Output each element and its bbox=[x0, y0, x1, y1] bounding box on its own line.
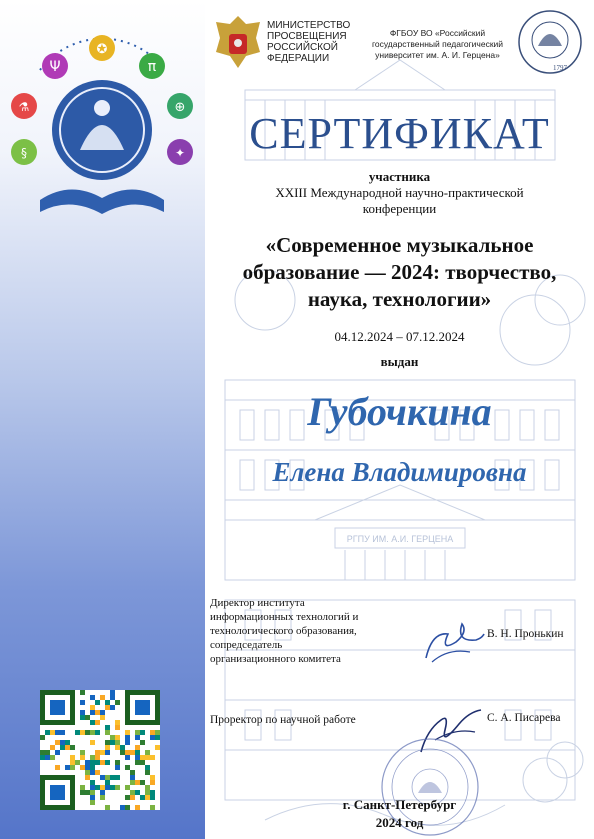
footer-year: 2024 год bbox=[375, 815, 424, 830]
signatory-name-1: В. Н. Пронькин bbox=[487, 628, 564, 640]
signatory-position-2 bbox=[210, 713, 356, 727]
svg-text:⊕: ⊕ bbox=[174, 100, 186, 115]
ministry-line: ПРОСВЕЩЕНИЯ bbox=[267, 31, 347, 42]
university-name bbox=[360, 28, 515, 61]
flask-icon bbox=[11, 93, 37, 119]
university-seal-icon bbox=[516, 8, 584, 76]
position-line: сопредседатель bbox=[210, 639, 283, 651]
university-line: университет им. А. И. Герцена» bbox=[375, 50, 500, 60]
university-line: государственный педагогический bbox=[371, 39, 504, 49]
signatory-name-2: С. А. Писарева bbox=[487, 712, 561, 724]
conference-line: конференции bbox=[362, 201, 437, 216]
ministry-line: РОССИЙСКОЙ bbox=[267, 42, 338, 53]
svg-text:Ψ: Ψ bbox=[49, 59, 61, 75]
position-line: технологического образования, bbox=[210, 625, 357, 637]
position-line: Директор института bbox=[210, 597, 305, 609]
svg-text:✦: ✦ bbox=[174, 146, 186, 160]
svg-text:§: § bbox=[21, 146, 27, 160]
conference-line: XXIII Международной научно-практической bbox=[275, 185, 524, 200]
svg-text:✪: ✪ bbox=[96, 42, 108, 57]
pi-icon bbox=[139, 53, 165, 79]
building-sign: РГПУ ИМ. А.И. ГЕРЦЕНА bbox=[346, 534, 454, 544]
globe-icon bbox=[167, 93, 193, 119]
ministry-name bbox=[267, 20, 350, 64]
recipient-surname: Губочкина bbox=[307, 389, 492, 434]
position-line: Проректор по научной работе bbox=[210, 714, 356, 726]
dna-icon bbox=[11, 139, 37, 165]
issued-label: выдан bbox=[380, 354, 419, 369]
recipient-given-names: Елена Владимировна bbox=[272, 457, 527, 487]
footer-city: г. Санкт-Петербург bbox=[342, 797, 457, 812]
ministry-line: ФЕДЕРАЦИИ bbox=[267, 53, 330, 64]
theme-line: образование — 2024: творчество, bbox=[242, 260, 557, 284]
conference-dates: 04.12.2024 – 07.12.2024 bbox=[334, 329, 465, 344]
signature-pronkin bbox=[418, 612, 488, 668]
qr-code bbox=[40, 690, 160, 810]
participant-role: участника bbox=[368, 169, 431, 184]
university-line: ФГБОУ ВО «Российский bbox=[389, 28, 486, 38]
open-book-icon bbox=[40, 189, 164, 214]
conference-description bbox=[205, 185, 594, 217]
telescope-icon bbox=[167, 139, 193, 165]
theme-line: наука, технологии» bbox=[307, 287, 492, 311]
pelican-emblem-icon bbox=[52, 80, 152, 180]
psi-icon bbox=[42, 53, 68, 79]
certificate-title: СЕРТИФИКАТ bbox=[249, 109, 550, 158]
seal-year: 1797 bbox=[553, 64, 567, 72]
conference-theme bbox=[205, 232, 594, 313]
position-line: информационных технологий и bbox=[210, 611, 359, 623]
signatory-position-1 bbox=[210, 596, 420, 666]
coat-of-arms-icon bbox=[212, 12, 264, 72]
conference-emblem bbox=[0, 30, 205, 225]
theme-line: «Современное музыкальное bbox=[265, 233, 534, 257]
ministry-line: МИНИСТЕРСТВО bbox=[267, 20, 351, 31]
svg-text:π: π bbox=[147, 59, 157, 75]
position-line: организационного комитета bbox=[210, 653, 341, 665]
svg-text:⚗: ⚗ bbox=[18, 100, 30, 114]
lightbulb-icon bbox=[89, 35, 115, 61]
